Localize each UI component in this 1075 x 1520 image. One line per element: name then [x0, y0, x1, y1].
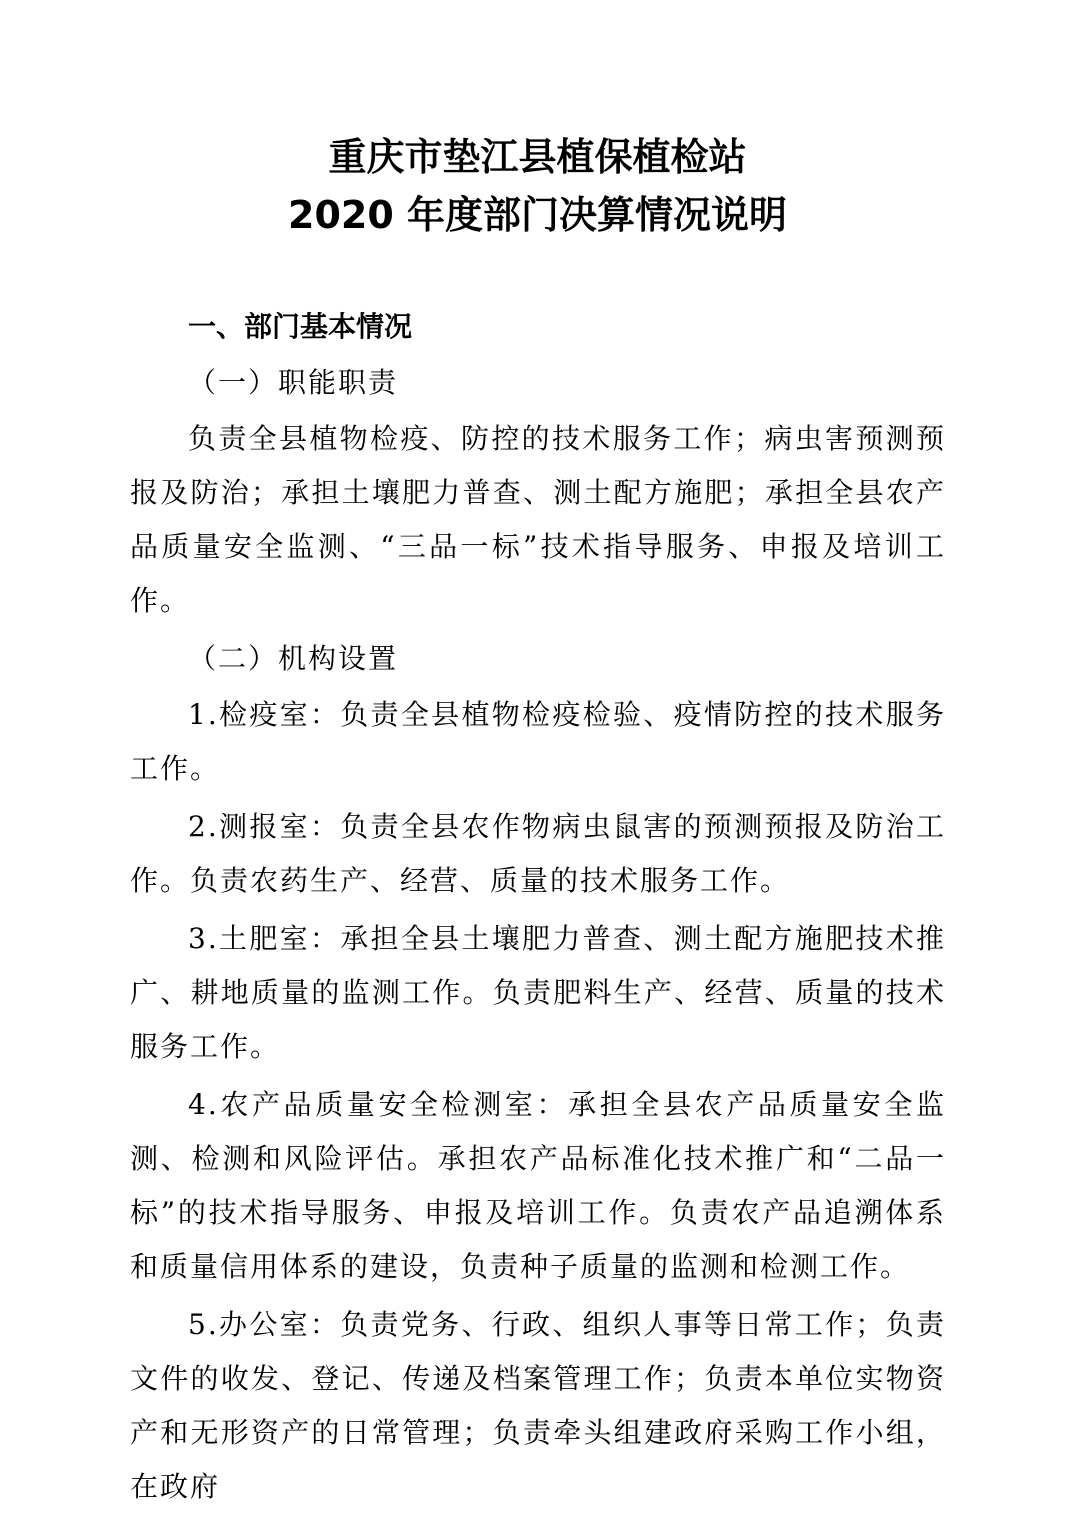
subsection-heading-organization: （二）机构设置 — [188, 642, 399, 675]
paragraph-item-3: 3.土肥室：承担全县土壤肥力普查、测土配方施肥技术推广、耕地质量的监测工作。负责肥料生产、经营、质量的技术服务工作。 — [130, 922, 946, 1063]
section-heading-basic-info: 一、部门基本情况 — [188, 310, 413, 343]
title-line-2: 2020 年度部门决算情况说明 — [288, 193, 787, 237]
document-title — [0, 128, 1075, 244]
paragraph-item-2: 2.测报室：负责全县农作物病虫鼠害的预测预报及防治工作。负责农药生产、经营、质量的技术服务工作。 — [130, 810, 946, 897]
paragraph-duties: 负责全县植物检疫、防控的技术服务工作；病虫害预测预报及防治；承担土壤肥力普查、测土配方施肥；承担全县农产品质量安全监测、“三品一标”技术指导服务、申报及培训工作。 — [130, 422, 946, 617]
title-line-1: 重庆市垫江县植保植检站 — [328, 135, 747, 179]
paragraph-item-1: 1.检疫室：负责全县植物检疫检验、疫情防控的技术服务工作。 — [130, 698, 946, 785]
paragraph-item-5: 5.办公室：负责党务、行政、组织人事等日常工作；负责文件的收发、登记、传递及档案管理工作；负责本单位实物资产和无形资产的日常管理；负责牵头组建政府采购工作小组，在政府 — [130, 1308, 946, 1503]
subsection-heading-duties: （一）职能职责 — [188, 366, 399, 399]
paragraph-item-4: 4.农产品质量安全检测室：承担全县农产品质量安全监测、检测和风险评估。承担农产品标准化技术推广和“二品一标”的技术指导服务、申报及培训工作。负责农产品追溯体系和质量信用体系的建设，负责种子质量的监测和检测工作。 — [130, 1088, 946, 1283]
document-body — [130, 300, 946, 1514]
